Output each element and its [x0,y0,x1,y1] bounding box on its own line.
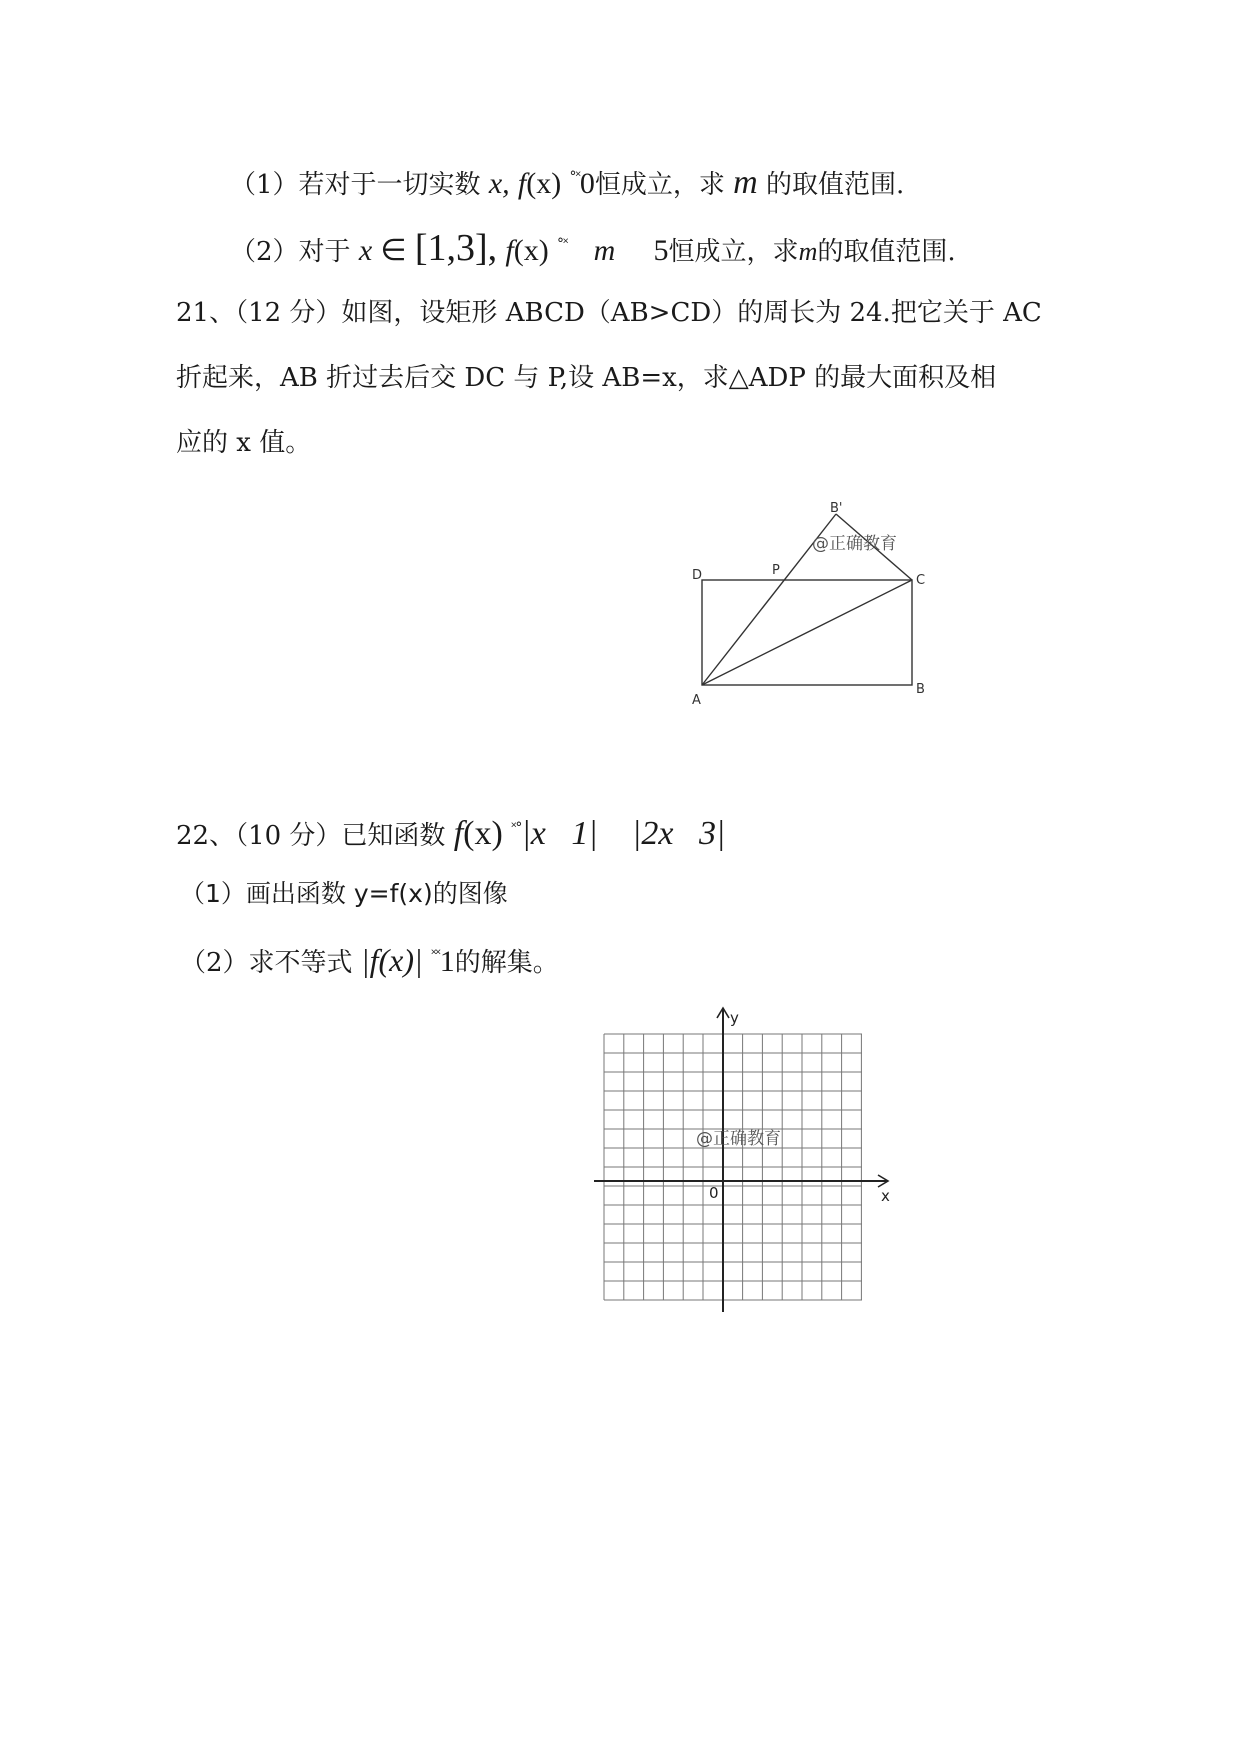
q22-part2-sym: ˟˟ [431,947,440,963]
diagonal-ac [702,580,912,685]
q22-part2-prefix: （2）求不等式 [180,948,353,978]
q22-sym: ˟° [511,820,522,836]
q20-part1-f: f [517,167,527,200]
q20-part2-m: m [593,234,616,267]
q20-part2-x: x [358,234,373,267]
q20-part2-mid: 恒成立，求 [668,237,799,267]
label-c: C [916,573,926,588]
q22-part2-abs: |f(x)| [360,942,423,978]
q22-head-text: 22、（10 分）已知函数 [176,821,446,851]
q20-part2-suffix: 的取值范围. [817,237,956,267]
q20-part2 [230,228,956,276]
q20-part1-mid: 恒成立，求 [594,170,725,200]
q20-part1-paren: (x) [526,167,562,200]
q20-part2-five: 5 [653,234,669,267]
q20-part1-m: m [733,164,758,201]
q22-part1: （1）画出函数 y=f(x)的图像 [180,879,508,908]
origin-label: 0 [709,1184,719,1202]
q20-part1-sym: °˟ [569,169,580,185]
q22-part2-one: 1 [439,945,455,978]
q22-watermark: @正确教育 [696,1129,781,1149]
q20-part2-sym: °˟ [556,236,568,252]
q22-abs1: |x 1| [521,815,598,852]
q20-part2-in: ∈ [380,234,407,267]
q20-part1 [230,163,904,209]
q22-f: f [453,815,464,852]
q20-part2-interval: [1,3], [414,227,498,269]
label-p: P [772,563,780,578]
y-axis-label: y [730,1009,739,1027]
q21-figure [680,500,940,710]
label-b-prime: B' [830,501,843,516]
grid-lines [604,1034,862,1300]
q20-part1-x: x, [488,167,510,200]
q20-part1-prefix: （1）若对于一切实数 [230,170,481,200]
q22-part2-suffix: 的解集。 [454,948,559,978]
q21-line1: 21、（12 分）如图，设矩形 ABCD（AB>CD）的周长为 24.把它关于 AC [176,298,1042,328]
q22-paren: (x) [463,815,503,852]
q20-part2-paren: (x) [513,234,549,267]
q20-part1-zero: 0 [579,167,595,200]
q22-part2 [180,940,559,987]
label-d: D [692,568,703,583]
q20-part1-suffix: 的取值范围. [765,170,905,200]
x-axis-label: x [881,1187,890,1205]
q21-watermark: @正确教育 [812,534,897,554]
q20-part2-f: f [505,234,514,267]
label-a: A [692,693,701,708]
q22-head [176,814,725,860]
q20-part2-prefix: （2）对于 [230,237,351,267]
q20-part2-m2: m [798,237,818,266]
q21-line3: 应的 x 值。 [176,428,312,458]
label-b: B [916,682,925,697]
q21-line2: 折起来，AB 折过去后交 DC 与 P,设 AB=x，求△ADP 的最大面积及相 [176,363,997,393]
q22-grid [590,1000,900,1320]
q22-abs2: |2x 3| [632,815,726,852]
